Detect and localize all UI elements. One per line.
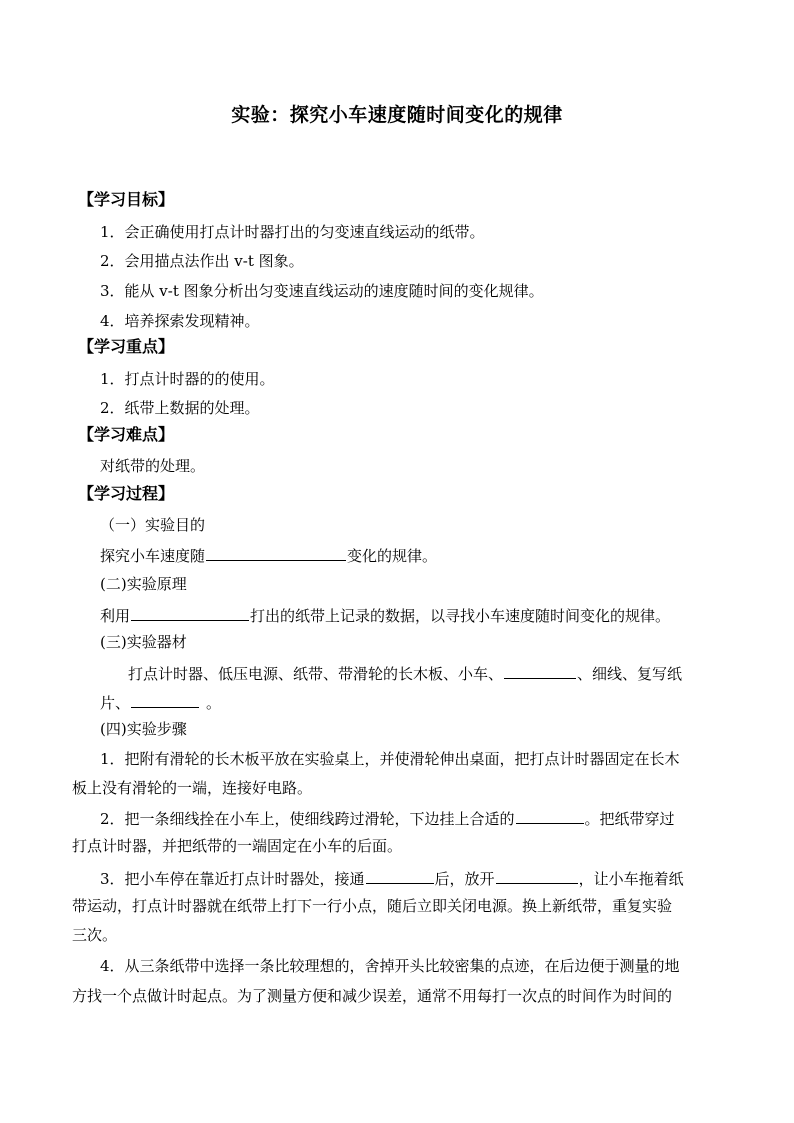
key-point-item-2: 2．纸带上数据的处理。	[100, 399, 260, 417]
step2-line-1	[100, 807, 675, 829]
objective-item-3: 3．能从 v-t 图象分析出匀变速直线运动的速度随时间的变化规律。	[100, 282, 544, 300]
equipment-text-b: 、细线、复写纸	[577, 665, 683, 683]
difficulties-heading: 【学习难点】	[78, 425, 175, 444]
equipment-line-1	[128, 662, 682, 684]
objective-item-1: 1．会正确使用打点计时器打出的匀变速直线运动的纸带。	[100, 223, 485, 241]
purpose-fill-blank[interactable]	[206, 544, 346, 561]
equipment-text-c: 片、	[100, 694, 131, 712]
objective-item-4: 4．培养探索发现精神。	[100, 312, 260, 330]
step3-fill-blank-2[interactable]	[496, 867, 578, 884]
step3-fill-blank-1[interactable]	[366, 867, 434, 884]
step4-line-1: 4．从三条纸带中选择一条比较理想的，舍掉开头比较密集的点迹，在后边便于测量的地	[100, 957, 680, 975]
equipment-heading: (三)实验器材	[100, 633, 187, 651]
step4-line-2: 方找一个点做计时起点。为了测量方便和减少误差，通常不用每打一次点的时间作为时间的	[72, 987, 673, 1005]
principle-text-b: 打出的纸带上记录的数据，以寻找小车速度随时间变化的规律。	[250, 607, 671, 625]
process-heading: 【学习过程】	[78, 484, 175, 503]
purpose-heading: （一）实验目的	[100, 516, 206, 534]
equipment-fill-blank-1[interactable]	[504, 662, 576, 679]
step3-line-1	[100, 867, 684, 889]
purpose-text-a: 探究小车速度随	[100, 547, 206, 565]
page-title: 实验：探究小车速度随时间变化的规律	[231, 104, 563, 126]
step1-line-1: 1．把附有滑轮的长木板平放在实验桌上，并使滑轮伸出桌面，把打点计时器固定在长木	[100, 750, 680, 768]
step1-line-2: 板上没有滑轮的一端，连接好电路。	[72, 779, 313, 797]
step2-fill-blank[interactable]	[516, 807, 584, 824]
step2-text-b: 。把纸带穿过	[584, 810, 675, 828]
purpose-line	[100, 544, 437, 566]
purpose-text-b: 变化的规律。	[347, 547, 438, 565]
key-point-item-1: 1．打点计时器的的使用。	[100, 370, 275, 388]
equipment-text-d: 。	[206, 694, 222, 712]
step2-line-2: 打点计时器，并把纸带的一端固定在小车的后面。	[72, 837, 403, 855]
equipment-line-2	[100, 691, 221, 713]
equipment-fill-blank-2[interactable]	[131, 691, 199, 708]
principle-line	[100, 604, 670, 626]
objectives-heading: 【学习目标】	[78, 190, 175, 209]
step3-line-2: 带运动，打点计时器就在纸带上打下一行小点，随后立即关闭电源。换上新纸带，重复实验	[72, 897, 673, 915]
principle-text-a: 利用	[100, 607, 131, 625]
principle-heading: (二)实验原理	[100, 575, 187, 593]
step3-text-c: ，让小车拖着纸	[578, 870, 684, 888]
steps-heading: (四)实验步骤	[100, 720, 187, 738]
step3-text-a: 3．把小车停在靠近打点计时器处，接通	[100, 870, 365, 888]
key-points-heading: 【学习重点】	[78, 337, 175, 356]
principle-fill-blank[interactable]	[131, 604, 249, 621]
step3-text-b: 后，放开	[434, 870, 495, 888]
objective-item-2: 2．会用描点法作出 v-t 图象。	[100, 252, 304, 270]
difficulty-item-1: 对纸带的处理。	[100, 457, 206, 475]
step3-line-3: 三次。	[72, 926, 118, 944]
equipment-text-a: 打点计时器、低压电源、纸带、带滑轮的长木板、小车、	[128, 665, 504, 683]
step2-text-a: 2．把一条细线拴在小车上，使细线跨过滑轮，下边挂上合适的	[100, 810, 515, 828]
